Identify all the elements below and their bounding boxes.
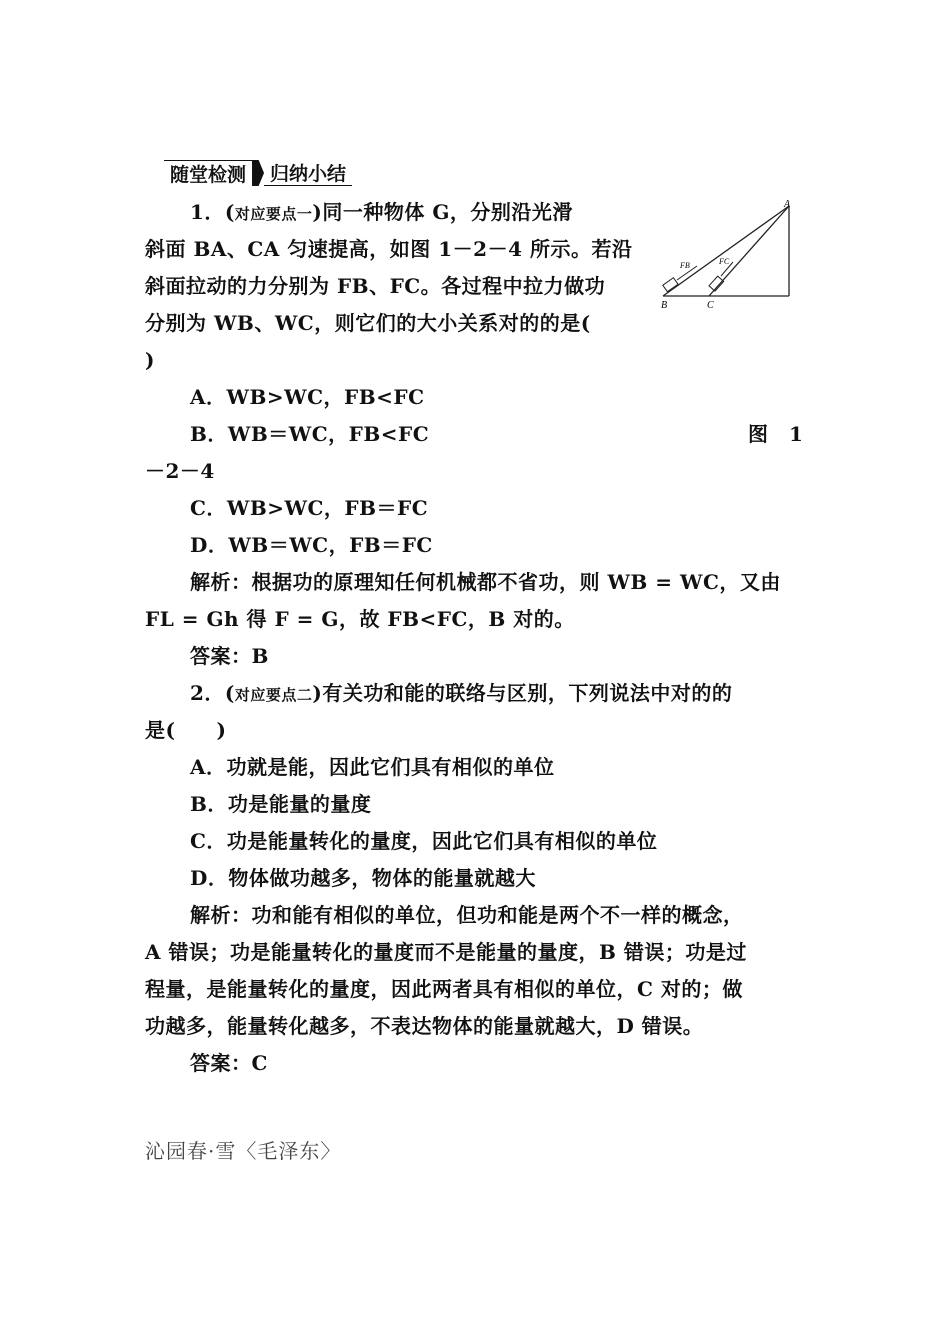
q2-analysis-2: A 错误；功是能量转化的量度而不是能量的量度，B 错误；功是过 — [145, 940, 747, 964]
q1-option-c: C．WB>WC，FB＝FC — [190, 496, 429, 520]
footer-poem: 沁园春·雪〈毛泽东〉 — [145, 1139, 342, 1163]
label-fb: FB — [680, 261, 690, 270]
q2-tag: 对应要点二 — [234, 686, 313, 704]
section-banner — [164, 160, 352, 186]
q1-tag: 对应要点一 — [234, 205, 313, 223]
banner-left-label: 随堂检测 — [164, 160, 252, 186]
q2-option-d: D．物体做功越多，物体的能量就越大 — [190, 866, 536, 890]
q2-option-a: A．功就是能，因此它们具有相似的单位 — [190, 755, 555, 779]
figure-caption-cont: －2－4 — [145, 459, 215, 483]
block-c — [709, 276, 724, 291]
q2-line1: 2．(对应要点二)有关功和能的联络与区别，下列说法中对的的 — [190, 681, 733, 705]
incline-figure — [655, 198, 795, 313]
q1-option-d: D．WB＝WC，FB＝FC — [190, 533, 433, 557]
q2-analysis-4: 功越多，能量转化越多，不表达物体的能量就越大，D 错误。 — [145, 1014, 704, 1038]
label-c: C — [707, 300, 714, 311]
q2-answer: 答案：C — [190, 1051, 268, 1075]
q1-analysis-2: FL = Gh 得 F = G，故 FB<FC，B 对的。 — [145, 607, 575, 631]
block-b — [663, 278, 678, 292]
incline-ba — [663, 206, 789, 296]
q1-text-1: 同一种物体 G，分别沿光滑 — [322, 200, 573, 224]
label-a: A — [784, 199, 791, 210]
q2-option-c: C．功是能量转化的量度，因此它们具有相似的单位 — [190, 829, 658, 853]
q2-line2: 是( ) — [145, 718, 227, 742]
label-b: B — [661, 300, 668, 311]
q1-answer: 答案：B — [190, 644, 269, 668]
banner-arrow-icon — [252, 160, 264, 186]
q1-line4: 分别为 WB、WC，则它们的大小关系对的的是( — [145, 311, 591, 335]
q1-analysis-1: 解析：根据功的原理知任何机械都不省功，则 WB = WC，又由 — [190, 570, 781, 594]
q1-line2: 斜面 BA、CA 匀速提高，如图 1－2－4 所示。若沿 — [145, 237, 633, 261]
q2-number: 2． — [190, 681, 225, 705]
q1-option-b: B．WB＝WC，FB<FC — [190, 422, 430, 446]
banner-right-label: 归纳小结 — [264, 160, 352, 186]
q1-number: 1． — [190, 200, 225, 224]
label-fc: FC — [719, 257, 730, 266]
q2-analysis-3: 程量，是能量转化的量度，因此两者具有相似的单位，C 对的；做 — [145, 977, 743, 1001]
incline-ca — [709, 206, 789, 296]
q1-line3: 斜面拉动的力分别为 FB、FC。各过程中拉力做功 — [145, 274, 606, 298]
q2-option-b: B．功是能量的量度 — [190, 792, 372, 816]
q1-line1: 1．(对应要点一)同一种物体 G，分别沿光滑 — [190, 200, 573, 224]
q2-text-1: 有关功和能的联络与区别，下列说法中对的的 — [322, 681, 733, 705]
q1-line5: ) — [145, 348, 155, 372]
q2-analysis-1: 解析：功和能有相似的单位，但功和能是两个不一样的概念， — [190, 903, 744, 927]
q1-option-a: A．WB>WC，FB<FC — [190, 385, 425, 409]
figure-caption: 图 1 — [748, 422, 804, 446]
